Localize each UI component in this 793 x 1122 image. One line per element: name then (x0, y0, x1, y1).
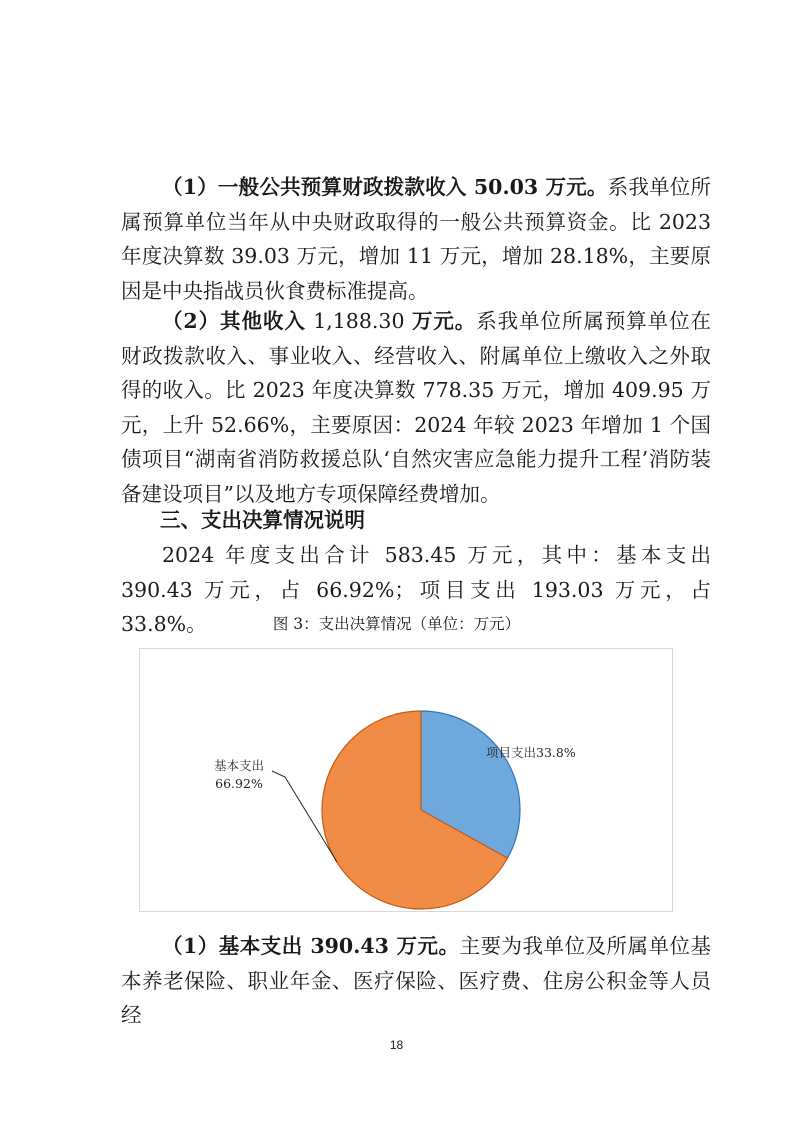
paragraph-general-budget-body: 系我单位所属预算单位当年从中央财政取得的一般公共预算资金。比 2023 年度决算数 39.03 万元，增加 11 万元，增加 28.18%，主要原因是中央指战员伙食费标准提高。 (121, 175, 712, 303)
paragraph-other-income-lead-num: 1,188.30 (305, 309, 412, 333)
label-basic-expenditure-percent: 66.92% (215, 776, 263, 791)
paragraph-other-income-lead-b: 万元。 (411, 309, 477, 333)
paragraph-other-income (121, 304, 711, 512)
figure-caption: 图 3：支出决算情况（单位：万元） (272, 615, 521, 633)
label-project-expenditure: 项目支出33.8% (486, 745, 576, 760)
section-heading-expenditure: 三、支出决算情况说明 (160, 508, 365, 532)
pie-chart-frame (139, 648, 673, 912)
paragraph-general-budget-lead: （1）一般公共预算财政拨款收入 50.03 万元。 (162, 175, 608, 199)
paragraph-other-income-body: 系我单位所属预算单位在财政拨款收入、事业收入、经营收入、附属单位上缴收入之外取得的收入。比 2023 年度决算数 778.35 万元，增加 409.95 万元，上升 52.66%，主要原因：2024 年较 2023 年增加 1 个国债项目“湖南省消防救援总队‘自然灾害应急能力提升工程’消防装备建设项目”以及地方专项保障经费增加。 (121, 309, 712, 506)
paragraph-expenditure-summary-body: 2024 年度支出合计 583.45 万元，其中：基本支出 390.43 万元，占 66.92%；项目支出 193.03 万元，占 33.8%。 (121, 543, 711, 637)
paragraph-basic-expenditure-lead: （1）基本支出 390.43 万元。 (162, 934, 460, 958)
pie-chart (140, 649, 674, 913)
label-basic-expenditure-name: 基本支出 (213, 758, 265, 773)
paragraph-basic-expenditure-body: 主要为我单位及所属单位基本养老保险、职业年金、医疗保险、医疗费、住房公积金等人员经 (121, 934, 711, 1028)
page-number: 18 (389, 1038, 404, 1052)
paragraph-other-income-lead-a: （2）其他收入 (162, 309, 306, 333)
paragraph-basic-expenditure (121, 929, 711, 1033)
paragraph-general-budget (121, 170, 711, 308)
